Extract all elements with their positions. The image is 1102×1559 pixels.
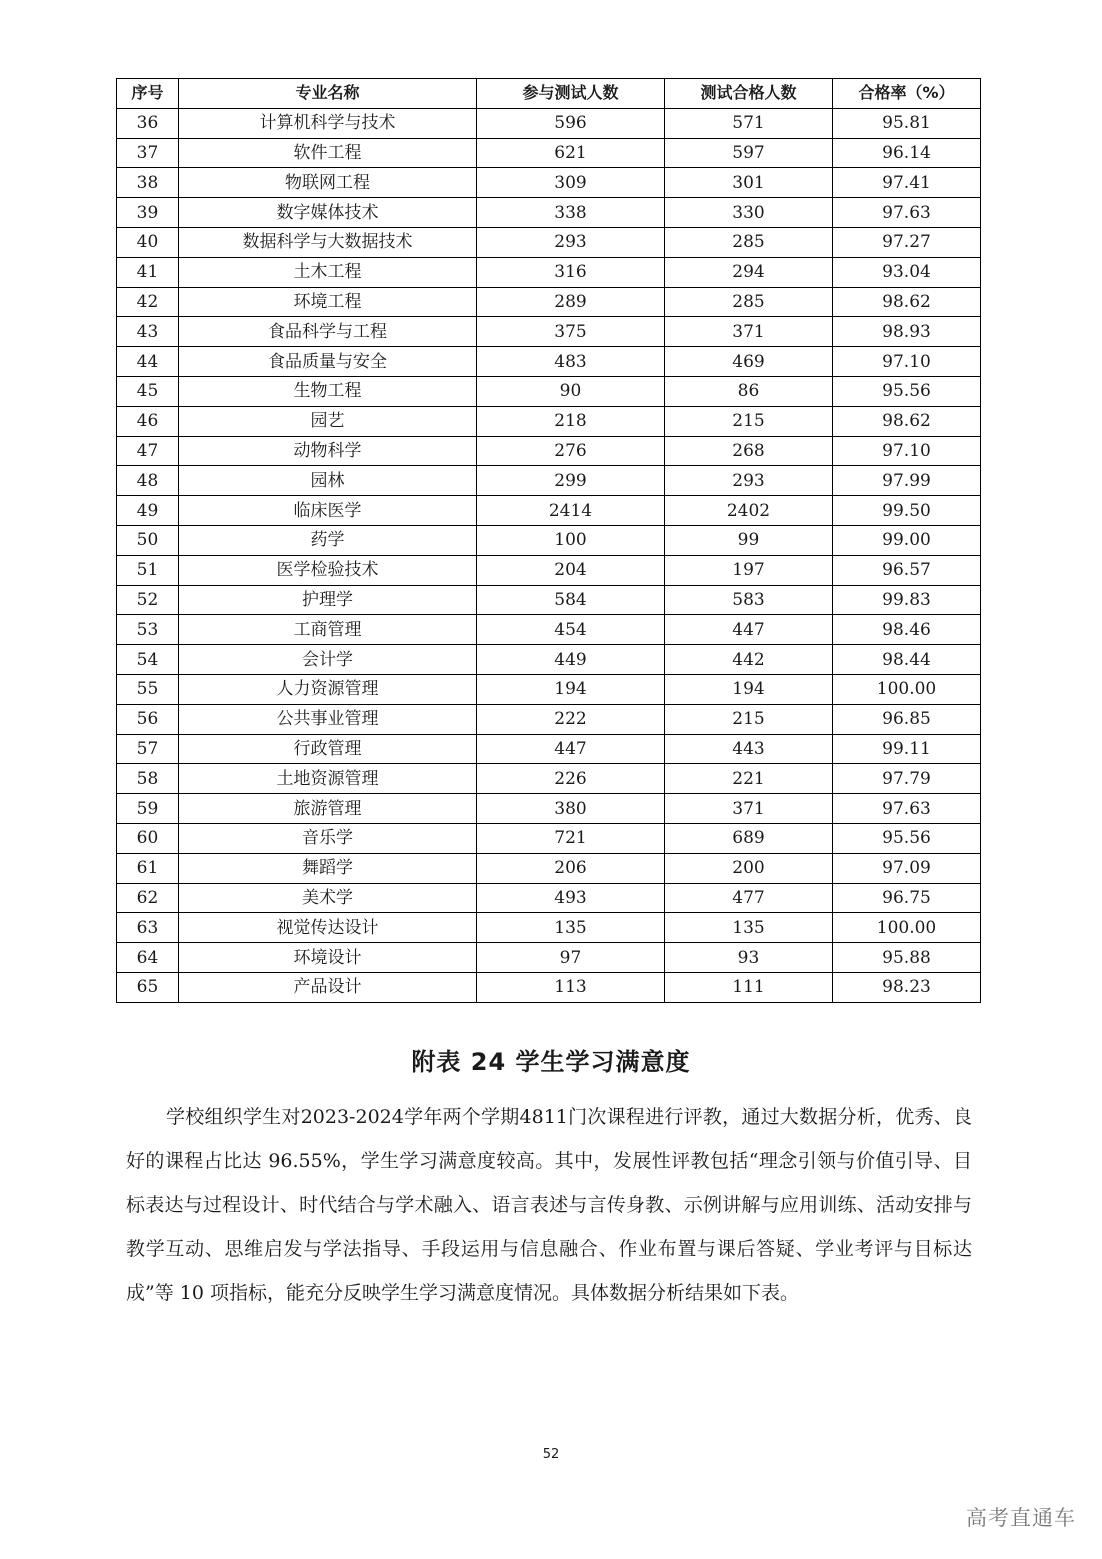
- table-row: [117, 376, 981, 406]
- table-row: [117, 794, 981, 824]
- table-row: [117, 913, 981, 943]
- cell-major: 土木工程: [179, 257, 477, 287]
- cell-passed: 194: [665, 674, 833, 704]
- cell-index: 40: [117, 227, 179, 257]
- cell-passed: 268: [665, 436, 833, 466]
- cell-major: 生物工程: [179, 376, 477, 406]
- cell-major: 行政管理: [179, 734, 477, 764]
- cell-passed: 442: [665, 645, 833, 675]
- cell-rate: 100.00: [833, 913, 981, 943]
- cell-index: 62: [117, 883, 179, 913]
- cell-tested: 90: [477, 376, 665, 406]
- table-row: [117, 257, 981, 287]
- cell-index: 54: [117, 645, 179, 675]
- cell-tested: 584: [477, 585, 665, 615]
- cell-major: 软件工程: [179, 138, 477, 168]
- cell-index: 59: [117, 794, 179, 824]
- cell-passed: 293: [665, 466, 833, 496]
- cell-passed: 583: [665, 585, 833, 615]
- cell-rate: 98.62: [833, 406, 981, 436]
- cell-tested: 293: [477, 227, 665, 257]
- cell-tested: 222: [477, 704, 665, 734]
- cell-tested: 100: [477, 525, 665, 555]
- cell-major: 公共事业管理: [179, 704, 477, 734]
- cell-rate: 98.44: [833, 645, 981, 675]
- cell-index: 60: [117, 823, 179, 853]
- cell-tested: 483: [477, 347, 665, 377]
- cell-index: 64: [117, 943, 179, 973]
- cell-rate: 100.00: [833, 674, 981, 704]
- table-row: [117, 287, 981, 317]
- table-row: [117, 555, 981, 585]
- table-row: [117, 972, 981, 1002]
- cell-major: 旅游管理: [179, 794, 477, 824]
- table-row: [117, 108, 981, 138]
- cell-index: 43: [117, 317, 179, 347]
- header-rate: 合格率（%）: [833, 79, 981, 109]
- cell-tested: 338: [477, 198, 665, 228]
- cell-passed: 371: [665, 794, 833, 824]
- data-table-container: [116, 78, 980, 1003]
- cell-passed: 330: [665, 198, 833, 228]
- cell-index: 41: [117, 257, 179, 287]
- cell-rate: 98.93: [833, 317, 981, 347]
- cell-tested: 299: [477, 466, 665, 496]
- cell-rate: 99.50: [833, 496, 981, 526]
- cell-index: 45: [117, 376, 179, 406]
- cell-passed: 111: [665, 972, 833, 1002]
- cell-rate: 96.75: [833, 883, 981, 913]
- header-passed: 测试合格人数: [665, 79, 833, 109]
- cell-index: 51: [117, 555, 179, 585]
- cell-major: 园艺: [179, 406, 477, 436]
- table-row: [117, 853, 981, 883]
- cell-passed: 221: [665, 764, 833, 794]
- cell-tested: 449: [477, 645, 665, 675]
- cell-tested: 194: [477, 674, 665, 704]
- cell-tested: 621: [477, 138, 665, 168]
- cell-rate: 97.79: [833, 764, 981, 794]
- cell-major: 护理学: [179, 585, 477, 615]
- cell-major: 会计学: [179, 645, 477, 675]
- cell-rate: 93.04: [833, 257, 981, 287]
- cell-index: 44: [117, 347, 179, 377]
- cell-tested: 204: [477, 555, 665, 585]
- cell-major: 计算机科学与技术: [179, 108, 477, 138]
- cell-tested: 447: [477, 734, 665, 764]
- table-row: [117, 138, 981, 168]
- cell-index: 53: [117, 615, 179, 645]
- cell-passed: 301: [665, 168, 833, 198]
- cell-index: 55: [117, 674, 179, 704]
- cell-major: 数字媒体技术: [179, 198, 477, 228]
- cell-tested: 226: [477, 764, 665, 794]
- table-row: [117, 883, 981, 913]
- cell-rate: 97.27: [833, 227, 981, 257]
- cell-rate: 99.11: [833, 734, 981, 764]
- cell-tested: 113: [477, 972, 665, 1002]
- cell-index: 36: [117, 108, 179, 138]
- cell-rate: 99.83: [833, 585, 981, 615]
- cell-passed: 285: [665, 227, 833, 257]
- cell-major: 园林: [179, 466, 477, 496]
- table-row: [117, 466, 981, 496]
- table-row: [117, 764, 981, 794]
- cell-tested: 316: [477, 257, 665, 287]
- table-row: [117, 436, 981, 466]
- cell-index: 52: [117, 585, 179, 615]
- cell-major: 数据科学与大数据技术: [179, 227, 477, 257]
- table-row: [117, 734, 981, 764]
- cell-passed: 197: [665, 555, 833, 585]
- cell-rate: 98.46: [833, 615, 981, 645]
- cell-major: 动物科学: [179, 436, 477, 466]
- cell-passed: 93: [665, 943, 833, 973]
- cell-index: 46: [117, 406, 179, 436]
- cell-major: 临床医学: [179, 496, 477, 526]
- cell-rate: 97.99: [833, 466, 981, 496]
- cell-tested: 135: [477, 913, 665, 943]
- cell-major: 人力资源管理: [179, 674, 477, 704]
- cell-index: 65: [117, 972, 179, 1002]
- cell-rate: 97.63: [833, 198, 981, 228]
- cell-major: 音乐学: [179, 823, 477, 853]
- cell-tested: 596: [477, 108, 665, 138]
- cell-passed: 689: [665, 823, 833, 853]
- cell-tested: 380: [477, 794, 665, 824]
- cell-tested: 289: [477, 287, 665, 317]
- table-row: [117, 674, 981, 704]
- table-row: [117, 704, 981, 734]
- cell-passed: 2402: [665, 496, 833, 526]
- cell-rate: 95.56: [833, 823, 981, 853]
- cell-passed: 200: [665, 853, 833, 883]
- table-row: [117, 525, 981, 555]
- cell-passed: 285: [665, 287, 833, 317]
- cell-major: 产品设计: [179, 972, 477, 1002]
- table-header-row: [117, 79, 981, 109]
- cell-rate: 97.10: [833, 436, 981, 466]
- cell-tested: 721: [477, 823, 665, 853]
- cell-index: 50: [117, 525, 179, 555]
- cell-tested: 206: [477, 853, 665, 883]
- table-row: [117, 168, 981, 198]
- cell-index: 61: [117, 853, 179, 883]
- cell-major: 环境设计: [179, 943, 477, 973]
- cell-index: 58: [117, 764, 179, 794]
- cell-major: 食品科学与工程: [179, 317, 477, 347]
- header-major: 专业名称: [179, 79, 477, 109]
- cell-passed: 597: [665, 138, 833, 168]
- cell-major: 美术学: [179, 883, 477, 913]
- cell-passed: 294: [665, 257, 833, 287]
- cell-index: 48: [117, 466, 179, 496]
- cell-major: 药学: [179, 525, 477, 555]
- table-row: [117, 645, 981, 675]
- cell-major: 舞蹈学: [179, 853, 477, 883]
- watermark-text: 高考直通车: [966, 1506, 1076, 1530]
- cell-passed: 447: [665, 615, 833, 645]
- cell-passed: 99: [665, 525, 833, 555]
- table-row: [117, 496, 981, 526]
- table-row: [117, 943, 981, 973]
- cell-index: 42: [117, 287, 179, 317]
- cell-major: 医学检验技术: [179, 555, 477, 585]
- cell-tested: 309: [477, 168, 665, 198]
- cell-rate: 99.00: [833, 525, 981, 555]
- cell-tested: 218: [477, 406, 665, 436]
- table-row: [117, 823, 981, 853]
- cell-passed: 443: [665, 734, 833, 764]
- table-row: [117, 317, 981, 347]
- cell-passed: 571: [665, 108, 833, 138]
- body-paragraph: 学校组织学生对2023-2024学年两个学期4811门次课程进行评教，通过大数据分析，优秀、良好的课程占比达 96.55%，学生学习满意度较高。其中，发展性评教包括“理念引领与价值引导、目标表达与过程设计、时代结合与学术融入、语言表述与言传身教、示例讲解与应用训练、活动安排与教学互动、思维启发与学法指导、手段运用与信息融合、作业布置与课后答疑、学业考评与目标达成”等 10 项指标，能充分反映学生学习满意度情况。具体数据分析结果如下表。: [126, 1106, 972, 1304]
- page-number: 52: [542, 1447, 560, 1462]
- cell-passed: 477: [665, 883, 833, 913]
- cell-index: 39: [117, 198, 179, 228]
- cell-rate: 95.88: [833, 943, 981, 973]
- cell-rate: 97.41: [833, 168, 981, 198]
- cell-passed: 215: [665, 704, 833, 734]
- major-pass-rate-table: [116, 78, 981, 1003]
- cell-tested: 375: [477, 317, 665, 347]
- table-row: [117, 406, 981, 436]
- cell-index: 37: [117, 138, 179, 168]
- cell-rate: 97.09: [833, 853, 981, 883]
- cell-rate: 96.14: [833, 138, 981, 168]
- cell-passed: 86: [665, 376, 833, 406]
- cell-passed: 215: [665, 406, 833, 436]
- section-title: 附表 24 学生学习满意度: [411, 1048, 691, 1076]
- cell-major: 物联网工程: [179, 168, 477, 198]
- cell-rate: 97.63: [833, 794, 981, 824]
- table-row: [117, 585, 981, 615]
- cell-major: 工商管理: [179, 615, 477, 645]
- cell-index: 57: [117, 734, 179, 764]
- table-row: [117, 347, 981, 377]
- cell-index: 49: [117, 496, 179, 526]
- cell-index: 63: [117, 913, 179, 943]
- cell-major: 食品质量与安全: [179, 347, 477, 377]
- table-body: [117, 108, 981, 1002]
- cell-rate: 95.81: [833, 108, 981, 138]
- cell-index: 38: [117, 168, 179, 198]
- cell-passed: 371: [665, 317, 833, 347]
- header-tested: 参与测试人数: [477, 79, 665, 109]
- header-index: 序号: [117, 79, 179, 109]
- cell-rate: 95.56: [833, 376, 981, 406]
- cell-major: 土地资源管理: [179, 764, 477, 794]
- cell-tested: 97: [477, 943, 665, 973]
- cell-passed: 469: [665, 347, 833, 377]
- cell-major: 视觉传达设计: [179, 913, 477, 943]
- cell-rate: 96.57: [833, 555, 981, 585]
- cell-tested: 454: [477, 615, 665, 645]
- cell-tested: 276: [477, 436, 665, 466]
- cell-index: 47: [117, 436, 179, 466]
- cell-rate: 98.23: [833, 972, 981, 1002]
- cell-rate: 97.10: [833, 347, 981, 377]
- table-row: [117, 615, 981, 645]
- cell-tested: 2414: [477, 496, 665, 526]
- cell-rate: 96.85: [833, 704, 981, 734]
- cell-tested: 493: [477, 883, 665, 913]
- cell-passed: 135: [665, 913, 833, 943]
- cell-rate: 98.62: [833, 287, 981, 317]
- table-row: [117, 227, 981, 257]
- cell-major: 环境工程: [179, 287, 477, 317]
- cell-index: 56: [117, 704, 179, 734]
- table-row: [117, 198, 981, 228]
